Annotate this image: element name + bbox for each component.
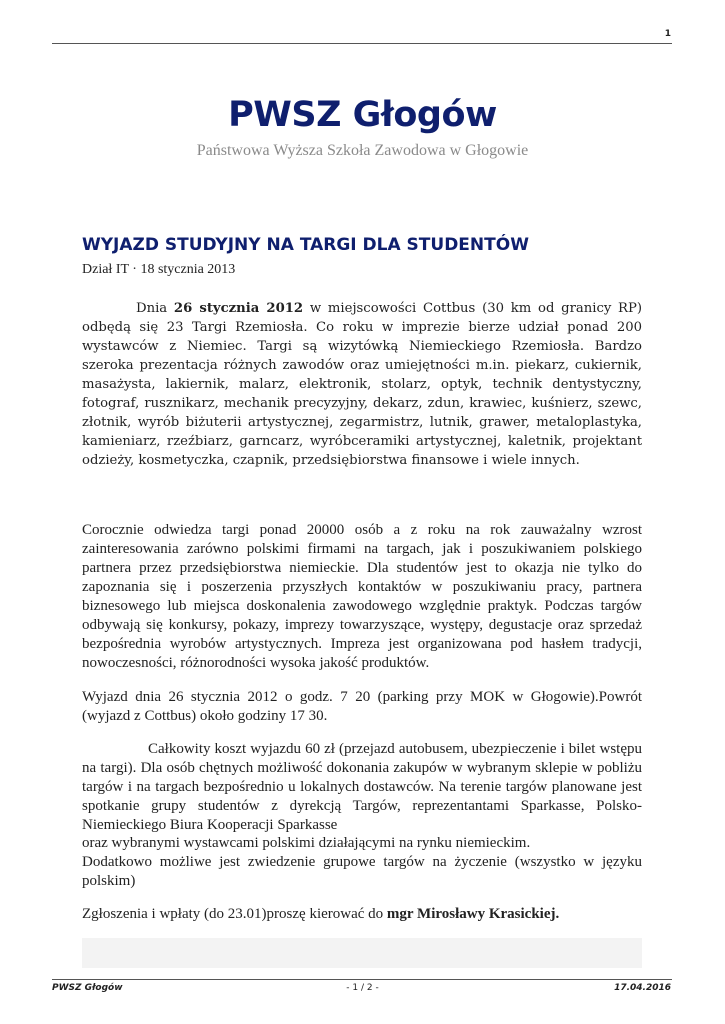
site-title[interactable]: PWSZ Głogów (228, 95, 497, 135)
footer-rule (52, 979, 672, 980)
article-paragraph-1 (82, 299, 642, 470)
article-paragraph-4: Całkowity koszt wyjazdu 60 zł (przejazd autobusem, ubezpieczenie i bilet wstępu na targi). Dla osób chętnych możliwość dokonania zakupów w wybranym sklepie w pobliżu targów i na targach bezpośrednio u lokalnych dostawców. Na terenie targów planowane jest spotkanie grupy studentów z dyrekcją Targów, reprezentantami Sparkasse, Polsko-Niemieckiego Biura Kooperacji Sparkasse (82, 741, 642, 833)
p1-post: w miejscowości Cottbus (30 km od granicy RP) odbędą się 23 Targi Rzemiosła. Co roku w imprezie bierze udział ponad 200 wystawców z Niemiec. Targi są wizytówką Niemieckiego Rzemiosła. Bardzo szeroka prezentacja różnych zawodów oraz umiejętności m.in. piekarz, cukiernik, masażysta, lakiernik, malarz, elektronik, stolarz, optyk, technik dentystyczny, fotograf, rusznikarz, mechanik precyzyjny, dekarz, zdun, krawiec, kuśnierz, szewc, złotnik, wyrób biżuterii artystycznej, zegarmistrz, lutnik, grawer, metaloplastyka, kamieniarz, rzeźbiarz, garncarz, wyróbceramiki artystycznej, kaletnik, projektant odzieży, kosmetyczka, czapnik, przedsiębiorstwa finansowe i wiele innych. (82, 301, 643, 468)
article-paragraph-4-line3: Dodatkowo możliwe jest zwiedzenie grupowe targów na życzenie (wszystko w języku polskim) (82, 854, 642, 889)
p5-pre: Zgłoszenia i wpłaty (do 23.01)proszę kierować do (82, 906, 387, 922)
article-paragraph-3: Wyjazd dnia 26 stycznia 2012 o godz. 7 20 (parking przy MOK w Głogowie).Powrót (wyjazd z Cottbus) około godziny 17 30. (82, 689, 642, 724)
p5-contact: mgr Mirosławy Krasickiej. (386, 906, 560, 922)
footer-page-count: - 1 / 2 - (346, 983, 379, 993)
footer-site-name: PWSZ Głogów (52, 983, 123, 993)
p1-date: 26 stycznia 2012 (173, 301, 304, 316)
header-rule (52, 43, 672, 44)
page-number: 1 (664, 29, 671, 39)
content-bottom-panel (82, 938, 642, 968)
article-paragraph-5 (82, 905, 642, 924)
article-paragraph-2: Corocznie odwiedza targi ponad 20000 osób a z roku na rok zauważalny wzrost zainteresowania zarówno polskimi firmami na targach, jak i poszukiwaniem polskiego partnera przez przedsiębiorstwa niemieckie. Dla studentów jest to okazja nie tylko do zapoznania się i poszerzenia przyszłych kontaktów w poszukiwaniu pracy, partnera biznesowego lub miejsca doskonalenia zawodowego względnie praktyk. Podczas targów odbywają się konkursy, pokazy, imprezy towarzyszące, występy, degustacje oraz sprzedaż bezpośrednia wyrobów artystycznych. Impreza jest organizowana pod hasłem tradycji, nowoczesności, różnorodności wysoka jakość produktów. (82, 522, 642, 671)
article-title[interactable]: WYJAZD STUDYJNY NA TARGI DLA STUDENTÓW (82, 235, 529, 255)
p1-pre: Dnia (136, 301, 174, 316)
footer-date: 17.04.2016 (614, 983, 671, 993)
site-subtitle: Państwowa Wyższa Szkoła Zawodowa w Głogowie (196, 142, 529, 159)
article-paragraph-4-line2: oraz wybranymi wystawcami polskimi działającymi na rynku niemieckim. (82, 835, 531, 851)
article-meta: Dział IT · 18 stycznia 2013 (82, 262, 236, 277)
